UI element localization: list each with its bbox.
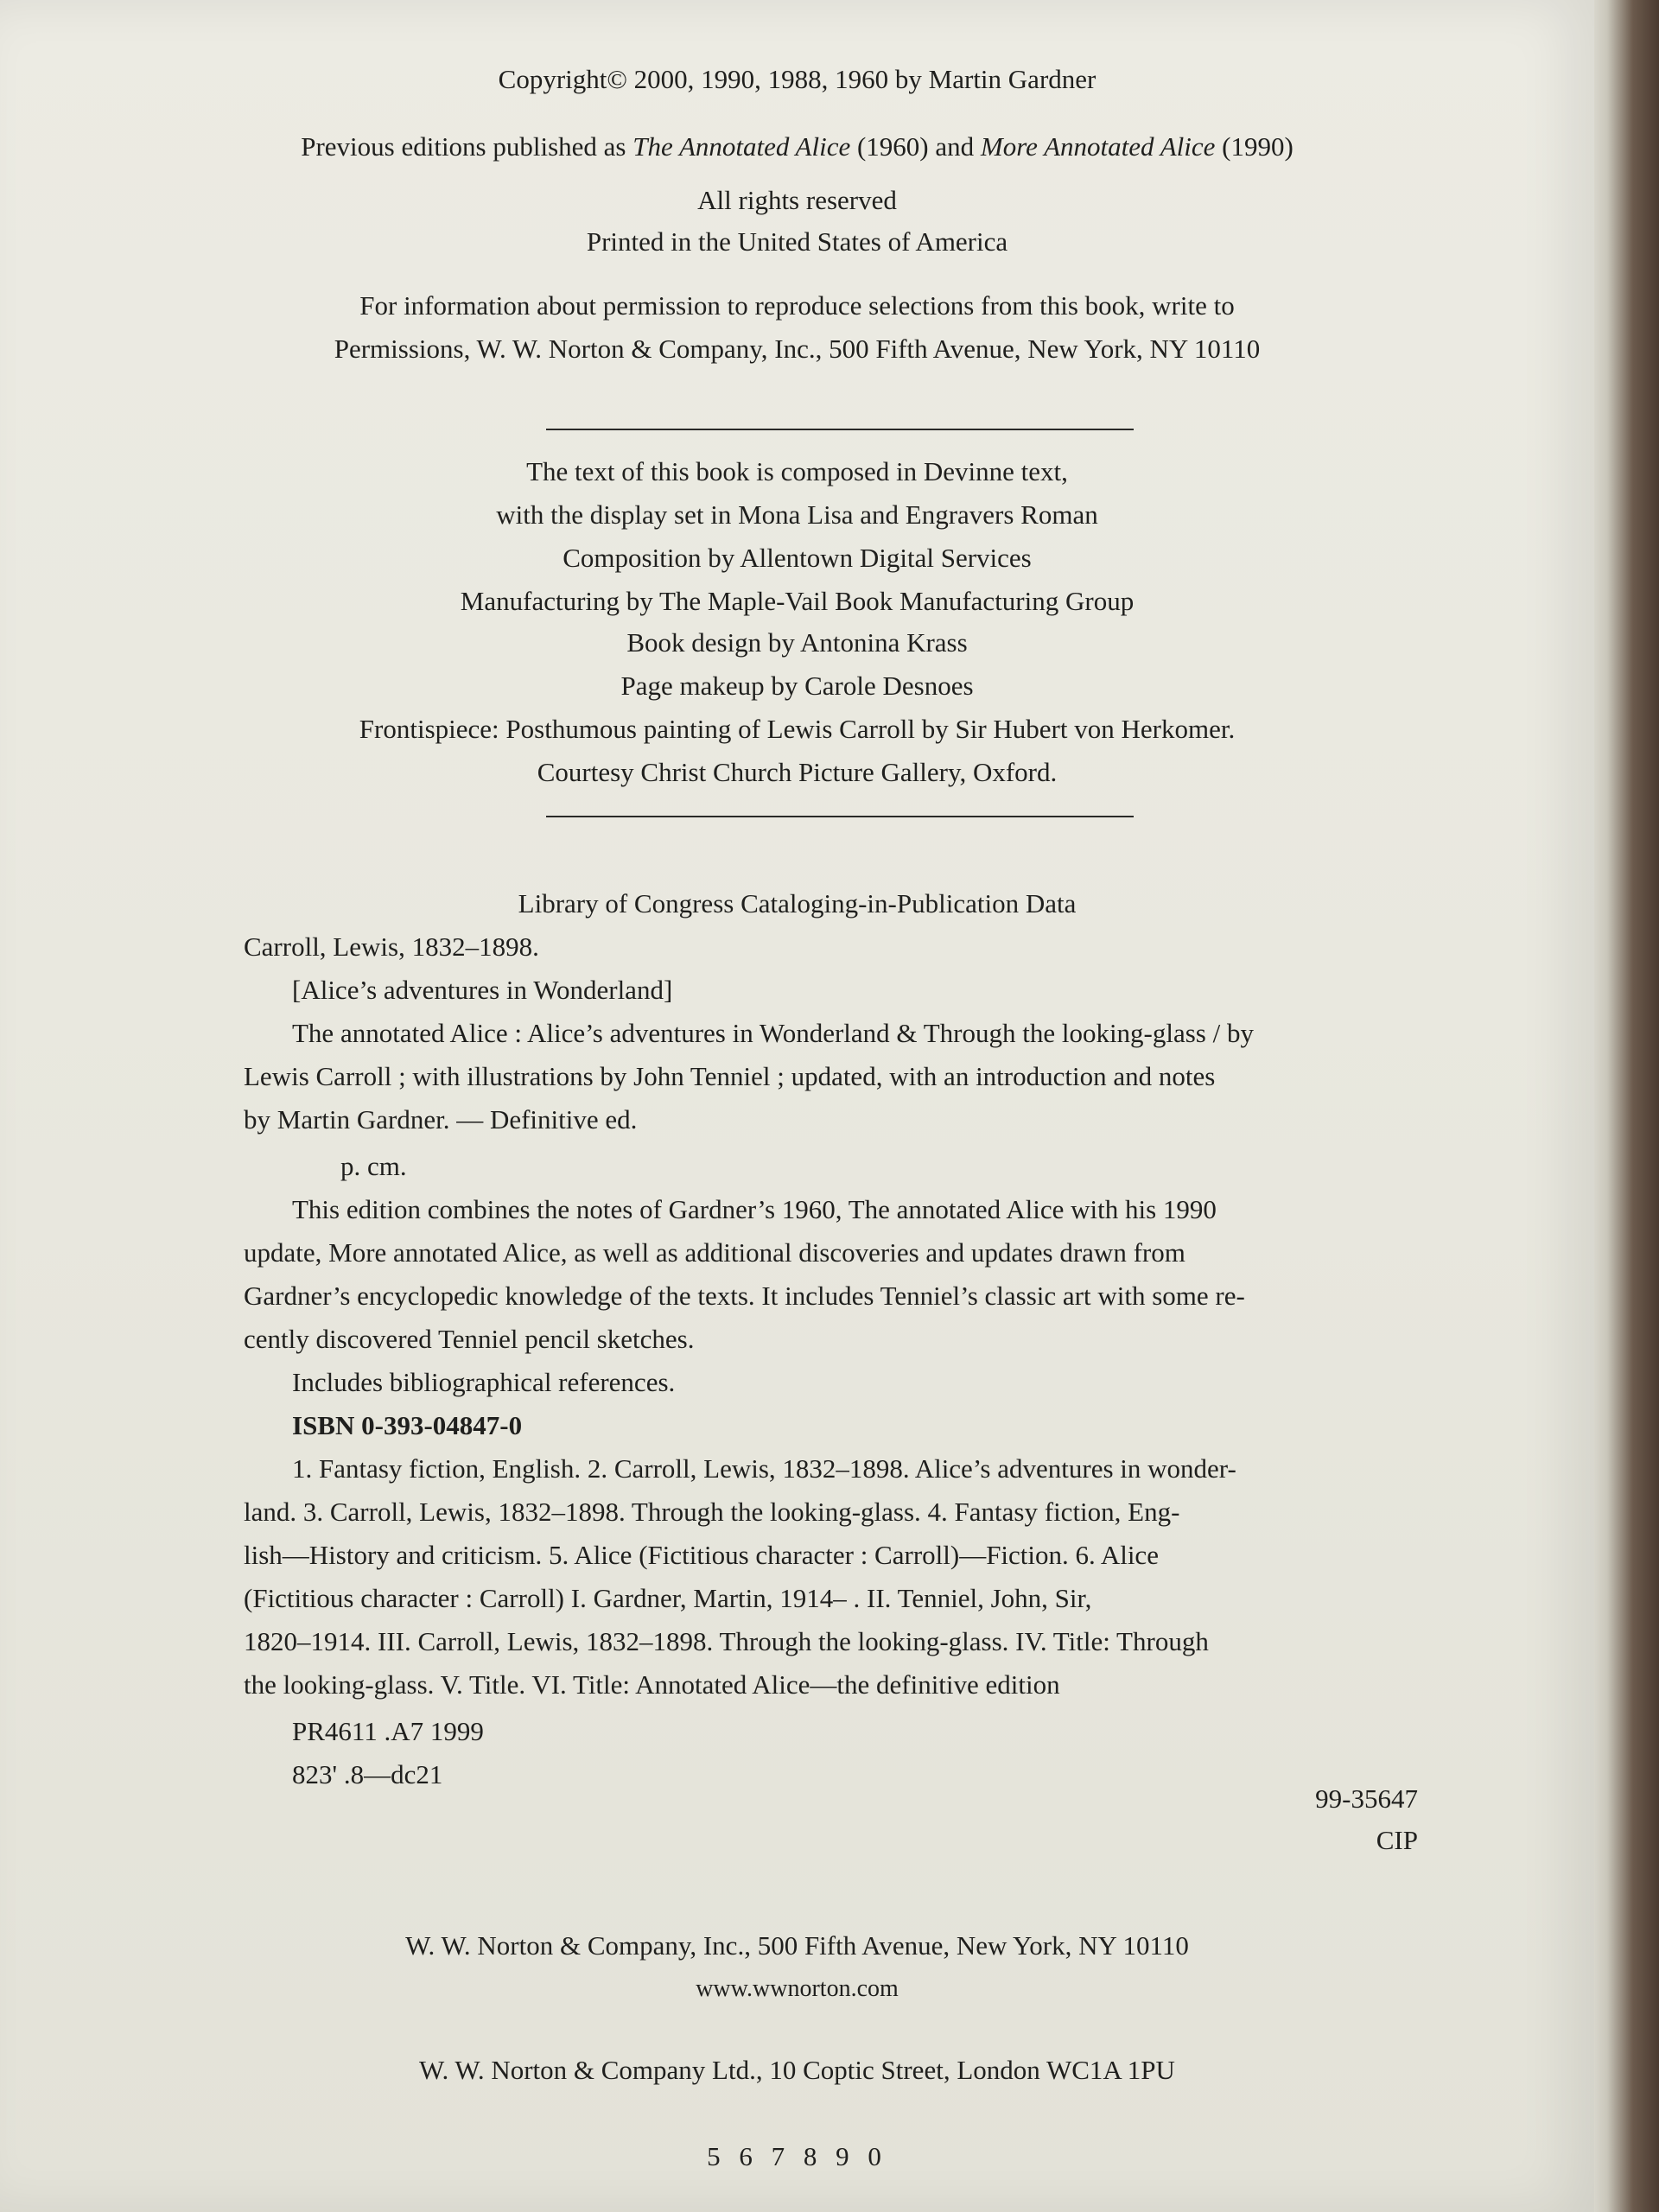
colophon-line: Frontispiece: Posthumous painting of Lewis Carroll by Sir Hubert von Herkomer. <box>359 714 1236 744</box>
previous-title-more-annotated-alice: More Annotated Alice <box>980 131 1216 162</box>
cip-bibliography: Includes bibliographical references. <box>292 1367 676 1397</box>
divider-bottom <box>546 816 1134 817</box>
previous-editions-line <box>0 130 1594 164</box>
cip-pcm: p. cm. <box>340 1151 407 1181</box>
colophon-line: Composition by Allentown Digital Services <box>563 543 1032 573</box>
cip-subject-line: (Fictitious character : Carroll) I. Gardner, Martin, 1914– . II. Tenniel, John, Sir, <box>244 1583 1092 1613</box>
copyright-line: Copyright© 2000, 1990, 1988, 1960 by Martin Gardner <box>498 64 1096 94</box>
cip-note-line: This edition combines the notes of Gardner’s 1960, The annotated Alice with his 1990 <box>292 1194 1217 1224</box>
previous-editions-prefix: Previous editions published as <box>301 131 626 162</box>
publisher-uk-address: W. W. Norton & Company Ltd., 10 Coptic Street, London WC1A 1PU <box>419 2055 1175 2085</box>
previous-editions-mid: (1960) and <box>856 131 975 162</box>
cip-subject-line: 1820–1914. III. Carroll, Lewis, 1832–1898. Through the looking-glass. IV. Title: Through <box>244 1626 1209 1656</box>
colophon-line: Page makeup by Carole Desnoes <box>620 671 974 701</box>
cip-uniform-title: [Alice’s adventures in Wonderland] <box>292 975 673 1005</box>
printed-in: Printed in the United States of America <box>586 226 1008 257</box>
cip-subject-line: land. 3. Carroll, Lewis, 1832–1898. Through the looking-glass. 4. Fantasy fiction, Eng- <box>244 1497 1180 1527</box>
cip-author: Carroll, Lewis, 1832–1898. <box>244 931 539 962</box>
cip-subject-line: the looking-glass. V. Title. VI. Title: Annotated Alice—the definitive edition <box>244 1669 1060 1700</box>
rights-reserved: All rights reserved <box>697 185 897 215</box>
permissions-line-1: For information about permission to reproduce selections from this book, write to <box>359 290 1235 321</box>
divider-top <box>546 429 1134 430</box>
cip-title-line: by Martin Gardner. — Definitive ed. <box>244 1104 638 1135</box>
page-edge-shadow <box>1594 0 1659 2212</box>
previous-editions-suffix: (1990) <box>1222 131 1294 162</box>
colophon-line: Manufacturing by The Maple-Vail Book Manufacturing Group <box>460 586 1135 616</box>
cip-note-line: cently discovered Tenniel pencil sketches. <box>244 1324 695 1354</box>
cip-label: CIP <box>1376 1825 1418 1855</box>
cip-subject-line: 1. Fantasy fiction, English. 2. Carroll, Lewis, 1832–1898. Alice’s adventures in wonder- <box>292 1453 1236 1484</box>
cip-title-line: The annotated Alice : Alice’s adventures in Wonderland & Through the looking-glass / by <box>292 1018 1254 1048</box>
permissions-line-2: Permissions, W. W. Norton & Company, Inc., 500 Fifth Avenue, New York, NY 10110 <box>334 334 1261 364</box>
colophon-line: Courtesy Christ Church Picture Gallery, Oxford. <box>537 757 1058 787</box>
previous-title-annotated-alice: The Annotated Alice <box>632 131 851 162</box>
publisher-website: www.wwnorton.com <box>696 1975 899 2002</box>
colophon-line: Book design by Antonina Krass <box>626 627 968 658</box>
cip-dewey: 823' .8—dc21 <box>292 1759 443 1789</box>
cip-note-line: update, More annotated Alice, as well as additional discoveries and updates drawn from <box>244 1237 1185 1268</box>
colophon-line: with the display set in Mona Lisa and Engravers Roman <box>496 499 1098 530</box>
cip-heading: Library of Congress Cataloging-in-Publication Data <box>518 888 1077 918</box>
cip-subject-line: lish—History and criticism. 5. Alice (Fictitious character : Carroll)—Fiction. 6. Alice <box>244 1540 1159 1570</box>
publisher-us-address: W. W. Norton & Company, Inc., 500 Fifth Avenue, New York, NY 10110 <box>405 1930 1189 1961</box>
cip-note-line: Gardner’s encyclopedic knowledge of the texts. It includes Tenniel’s classic art with some re- <box>244 1281 1245 1311</box>
colophon-line: The text of this book is composed in Devinne text, <box>526 456 1068 486</box>
cip-lccn: 99-35647 <box>1315 1783 1418 1814</box>
cip-title-line: Lewis Carroll ; with illustrations by John Tenniel ; updated, with an introduction and notes <box>244 1061 1216 1091</box>
printing-line: 5 6 7 8 9 0 <box>707 2141 887 2171</box>
cip-isbn: ISBN 0-393-04847-0 <box>292 1410 523 1440</box>
cip-call-number: PR4611 .A7 1999 <box>292 1716 484 1746</box>
